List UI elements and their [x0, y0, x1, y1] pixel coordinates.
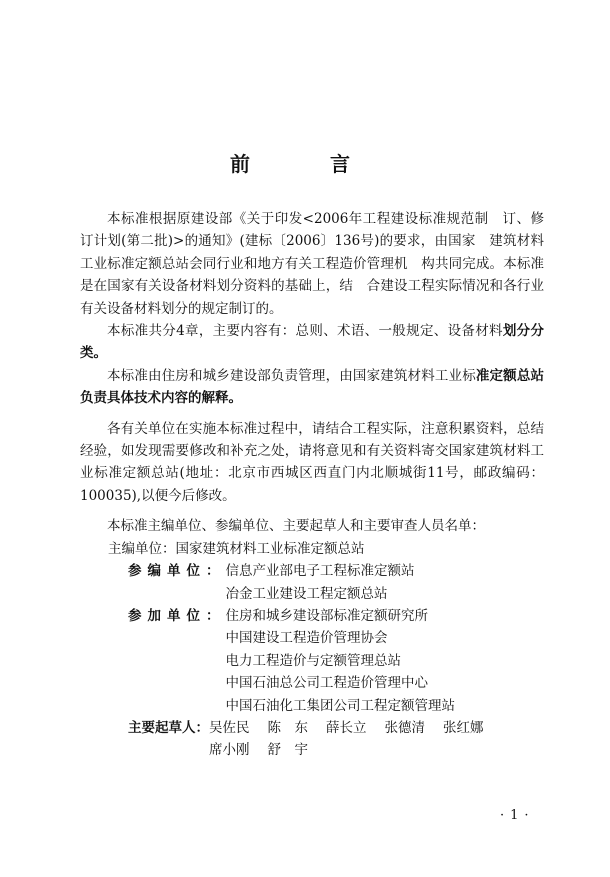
drafter-name: 席小刚 — [209, 742, 250, 759]
drafters-line-2 — [209, 739, 502, 761]
chief-editor-value: 国家建筑材料工业标准定额总站 — [175, 540, 365, 557]
co-editors-row — [80, 560, 544, 605]
drafters-line-1 — [209, 717, 502, 739]
participants-list — [226, 605, 456, 717]
paragraph-chapters-bold: 划分分类。 — [80, 323, 544, 362]
co-editors-label: 参编单位： — [128, 563, 226, 580]
paragraph-list-intro: 本标准主编单位、参编单位、主要起草人和主要审查人员名单： — [107, 518, 485, 535]
participant-item: 中国石油化工集团公司工程定额管理站 — [225, 697, 455, 714]
participant-item: 中国石油总公司工程造价管理中心 — [225, 675, 428, 692]
paragraph-management-bold: 准定额总站负责具体技术内容的解释。 — [80, 367, 545, 407]
drafter-name: 薛长立 — [326, 719, 367, 736]
page-number: ·1· — [500, 808, 535, 823]
participant-item: 住房和城乡建设部标准定额研究所 — [225, 607, 428, 624]
drafters-label: 主要起草人： — [128, 719, 209, 736]
paragraph-feedback: 各有关单位在实施本标准过程中，请结合工程实际，注意积累资料，总结经验，如发现需要修改和补充之处，请将意见和有关资料寄交国家建筑材料工业标准定额总站(地址：北京市西城区西直门内北顺城街11号，邮政编码：100035),以便今后修改。 — [80, 420, 544, 504]
page-title: 前 言 — [230, 152, 380, 176]
drafter-name: 陈 东 — [267, 719, 308, 736]
participant-item: 中国建设工程造价管理协会 — [225, 630, 388, 647]
drafter-name: 吴佐民 — [209, 719, 250, 736]
paragraph-management-text: 本标准由住房和城乡建设部负责管理，由国家建筑材料工业标 — [107, 367, 476, 384]
chief-editor-row — [80, 538, 544, 560]
chief-editor-label: 主编单位： — [108, 540, 176, 557]
paragraph-chapters-text: 本标准共分4章，主要内容有：总则、术语、一般规定、设备材料 — [107, 323, 503, 340]
drafters-row — [80, 717, 544, 762]
drafter-name: 舒 宇 — [267, 742, 308, 759]
participants-label: 参加单位： — [128, 607, 226, 624]
co-editors-list — [226, 560, 415, 605]
paragraph-chapters — [80, 320, 544, 365]
drafter-name: 张德清 — [384, 719, 425, 736]
co-editor-item: 冶金工业建设工程定额总站 — [225, 585, 388, 602]
drafters-list — [209, 717, 502, 762]
co-editor-item: 信息产业部电子工程标准定额站 — [225, 563, 415, 580]
drafter-name: 张红娜 — [443, 719, 484, 736]
participant-item: 电力工程造价与定额管理总站 — [225, 652, 401, 669]
paragraph-basis: 本标准根据原建设部《关于印发<2006年工程建设标准规范制 订、修订计划(第二批)>的通知》(建标〔2006〕136号)的要求，由国家 建筑材料工业标准定额总站会同行业和地方有关工程造价管理机 构共同完成。本标准是在国家有关设备材料划分资料的基础上，结 合建设工程实际情况和各行业有关设备材料划分的规定制订的。 — [80, 211, 544, 317]
document-body — [80, 208, 544, 762]
paragraph-management — [80, 365, 544, 410]
participants-row — [80, 605, 544, 717]
